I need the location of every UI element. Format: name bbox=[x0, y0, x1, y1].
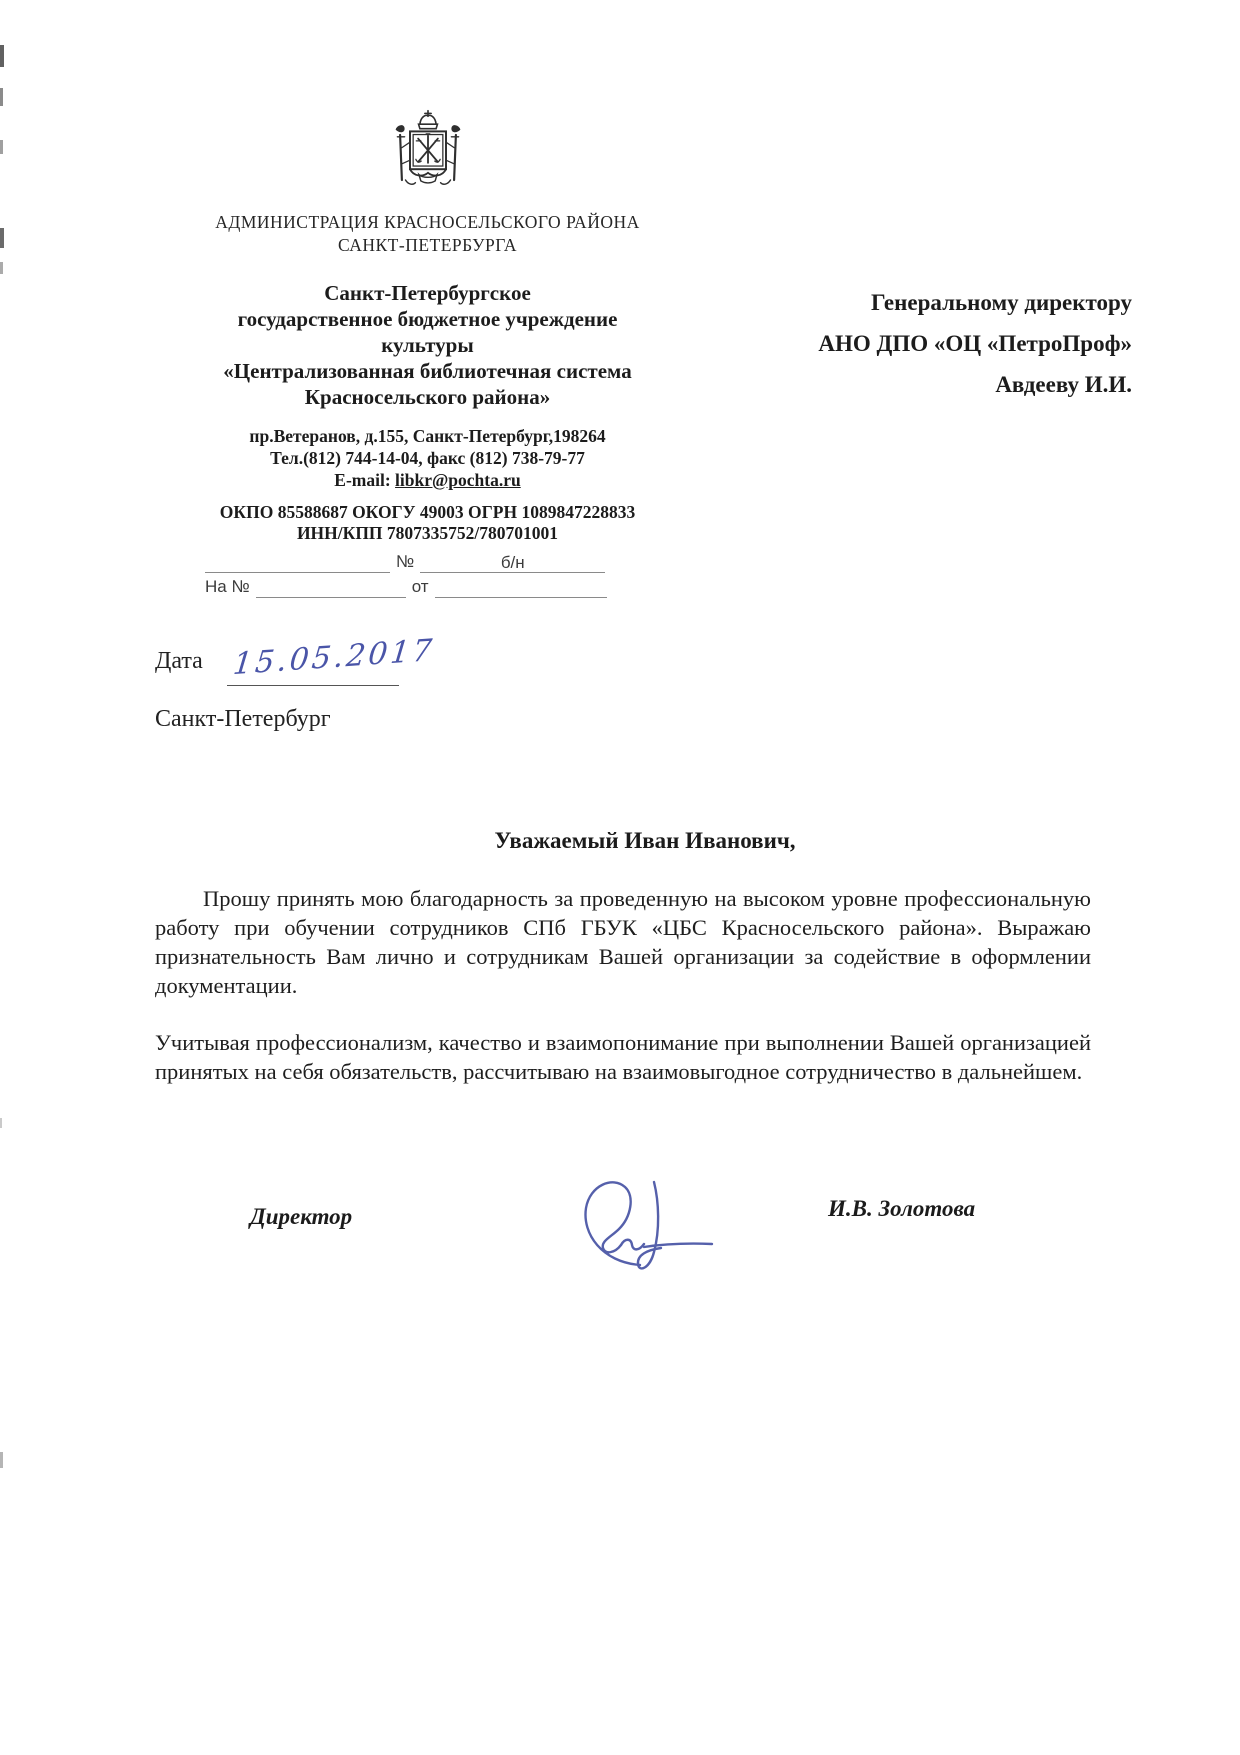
okpo-okogu-ogrn: ОКПО 85588687 ОКОГУ 49003 ОГРН 1089847228833 bbox=[219, 502, 636, 522]
email-line bbox=[140, 469, 715, 491]
scan-artifact bbox=[0, 228, 4, 248]
reference-number-row bbox=[205, 552, 605, 573]
scan-artifact bbox=[0, 262, 3, 274]
administration-line-2: САНКТ-ПЕТЕРБУРГА bbox=[337, 235, 518, 255]
addressee-position: Генеральному директору bbox=[871, 290, 1132, 315]
reply-number-blank bbox=[256, 578, 406, 598]
reference-reply-row bbox=[205, 577, 607, 598]
org-name-line: Санкт-Петербургское bbox=[324, 281, 531, 305]
administration-line-1: АДМИНИСТРАЦИЯ КРАСНОСЕЛЬСКОГО РАЙОНА bbox=[215, 212, 640, 232]
outgoing-number-value: б/н bbox=[420, 553, 605, 573]
org-name-line: государственное бюджетное учреждение bbox=[237, 307, 618, 331]
email-value: libkr@pochta.ru bbox=[395, 470, 521, 490]
org-name-line: Красносельского района» bbox=[304, 385, 551, 409]
on-number-label: На № bbox=[205, 577, 250, 596]
city-label: Санкт-Петербург bbox=[155, 706, 331, 732]
org-name-line: «Централизованная библиотечная система bbox=[223, 359, 632, 383]
inn-kpp: ИНН/КПП 7807335752/780701001 bbox=[296, 523, 559, 543]
date-row bbox=[155, 632, 437, 693]
phone-fax: Тел.(812) 744-14-04, факс (812) 738-79-77 bbox=[270, 448, 585, 468]
salutation: Уважаемый Иван Иванович, bbox=[494, 828, 796, 853]
letterhead-organization-name bbox=[140, 280, 715, 410]
org-name-line: культуры bbox=[381, 333, 474, 357]
outgoing-number-blank bbox=[205, 553, 390, 573]
date-underline bbox=[227, 685, 399, 686]
signer-name: И.В. Золотова bbox=[828, 1196, 976, 1221]
scan-artifact bbox=[0, 45, 4, 67]
signer-title: Директор bbox=[250, 1204, 353, 1229]
number-sign-label: № bbox=[396, 552, 415, 571]
postal-address: пр.Ветеранов, д.155, Санкт-Петербург,198264 bbox=[249, 426, 606, 446]
saint-petersburg-coat-of-arms-icon bbox=[383, 108, 473, 198]
from-label: от bbox=[411, 577, 429, 596]
scan-artifact bbox=[0, 88, 3, 106]
scan-artifact bbox=[0, 1118, 2, 1128]
handwritten-signature bbox=[560, 1168, 765, 1278]
body-paragraph-1: Прошу принять мою благодарность за проведенную на высоком уровне профессиональную работу при обучении сотрудников СПб ГБУК «ЦБС Красносельского района». Выражаю признательность Вам лично и сотрудникам Вашей организации за содействие в оформлении документации. bbox=[155, 886, 1091, 998]
reply-date-blank bbox=[435, 578, 607, 598]
addressee-block bbox=[700, 282, 1132, 405]
letterhead-contacts bbox=[140, 425, 715, 491]
scan-artifact bbox=[0, 1452, 3, 1468]
scan-artifact bbox=[0, 140, 3, 154]
addressee-organization: АНО ДПО «ОЦ «ПетроПроф» bbox=[818, 331, 1132, 356]
body-paragraph-2: Учитывая профессионализм, качество и взаимопонимание при выполнении Вашей организацией принятых на себя обязательств, рассчитываю на взаимовыгодное сотрудничество в дальнейшем. bbox=[155, 1030, 1091, 1084]
letterhead-codes bbox=[140, 502, 715, 544]
date-label: Дата bbox=[155, 648, 203, 674]
email-label: E-mail: bbox=[334, 470, 396, 490]
handwritten-date: 15.05.2017 bbox=[231, 632, 437, 683]
addressee-name: Авдееву И.И. bbox=[995, 372, 1132, 397]
letterhead-administration bbox=[140, 211, 715, 257]
